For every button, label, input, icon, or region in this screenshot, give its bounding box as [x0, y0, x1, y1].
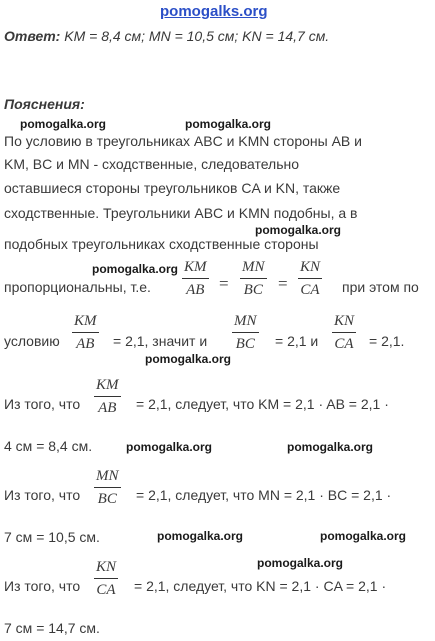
watermark-6: pomogalka.org	[126, 440, 213, 454]
watermark-2: pomogalka.org	[185, 117, 272, 131]
explanation-line-5: подобных треугольниках сходственные стороны	[4, 236, 319, 252]
fraction-km-ab	[94, 376, 121, 417]
cond-mid-1: = 2,1, значит и	[113, 333, 208, 349]
fraction-numerator: KN	[96, 559, 117, 575]
fraction-bar	[298, 278, 322, 279]
fraction-kn-ca	[298, 258, 322, 299]
watermark-8: pomogalka.org	[157, 529, 244, 543]
explanation-line-3: оставшиеся стороны треугольников CA и KN, также	[4, 180, 341, 196]
s1-cont: 4 см = 8,4 см.	[4, 438, 93, 454]
watermark-3: pomogalka.org	[255, 223, 342, 237]
answer-line	[4, 28, 329, 44]
watermark-1: pomogalka.org	[20, 117, 107, 131]
fraction-km-ab	[72, 312, 99, 353]
fraction-denominator: BC	[97, 491, 117, 507]
fraction-bar	[72, 332, 99, 333]
cond-end: = 2,1.	[369, 333, 405, 349]
fraction-mn-bc	[94, 467, 121, 508]
prop-suffix: при этом по	[342, 279, 419, 295]
s2-cont: 7 см = 10,5 см.	[4, 529, 100, 545]
explanation-line-1: По условию в треугольниках ABC и KMN стороны AB и	[4, 133, 362, 149]
fraction-mn-bc	[232, 312, 259, 353]
fraction-denominator: CA	[300, 282, 320, 298]
fraction-bar	[240, 278, 267, 279]
fraction-bar	[232, 332, 259, 333]
s3-suffix: = 2,1, следует, что KN = 2,1 · CA = 2,1 ·	[134, 578, 387, 594]
explanation-line-2: KM, BC и MN - сходственные, следовательно	[4, 156, 300, 172]
fraction-denominator: BC	[243, 282, 263, 298]
fraction-kn-ca	[332, 312, 356, 353]
fraction-numerator: KM	[184, 259, 207, 275]
watermark-10: pomogalka.org	[257, 556, 344, 570]
fraction-denominator: AB	[186, 282, 205, 298]
watermark-7: pomogalka.org	[287, 440, 374, 454]
cond-mid-2: = 2,1 и	[275, 333, 319, 349]
fraction-denominator: AB	[98, 400, 117, 416]
s2-suffix: = 2,1, следует, что MN = 2,1 · BC = 2,1 ·	[136, 487, 392, 503]
prop-prefix: пропорциональны, т.е.	[4, 279, 151, 295]
fraction-bar	[332, 332, 356, 333]
fraction-denominator: AB	[76, 336, 95, 352]
fraction-numerator: MN	[96, 468, 119, 484]
answer-text: KM = 8,4 см; MN = 10,5 см; KN = 14,7 см.	[64, 28, 330, 44]
fraction-kn-ca	[94, 558, 118, 599]
cond-prefix: условию	[4, 333, 60, 349]
fraction-numerator: MN	[242, 259, 265, 275]
watermark-4: pomogalka.org	[92, 262, 179, 276]
s3-prefix: Из того, что	[4, 578, 81, 594]
fraction-bar	[182, 278, 209, 279]
fraction-denominator: BC	[235, 336, 255, 352]
site-watermark-top[interactable]: pomogalks.org	[160, 3, 268, 20]
fraction-bar	[94, 487, 121, 488]
answer-label: Ответ:	[4, 28, 61, 44]
fraction-numerator: KM	[74, 313, 97, 329]
fraction-bar	[94, 578, 118, 579]
s1-suffix: = 2,1, следует, что KM = 2,1 · AB = 2,1 ·	[136, 396, 389, 412]
s2-prefix: Из того, что	[4, 487, 81, 503]
explanation-line-4: сходственные. Треугольники ABC и KMN подобны, а в	[4, 205, 358, 221]
fraction-numerator: KM	[96, 377, 119, 393]
s1-prefix: Из того, что	[4, 396, 81, 412]
fraction-numerator: KN	[334, 313, 355, 329]
fraction-numerator: KN	[300, 259, 321, 275]
fraction-numerator: MN	[234, 313, 257, 329]
equals-sign: =	[219, 274, 229, 293]
equals-sign: =	[278, 274, 288, 293]
fraction-denominator: CA	[334, 336, 354, 352]
watermark-9: pomogalka.org	[320, 529, 407, 543]
fraction-denominator: CA	[96, 582, 116, 598]
explanation-heading: Пояснения:	[4, 96, 85, 112]
s3-cont: 7 см = 14,7 см.	[4, 620, 100, 636]
fraction-km-ab	[182, 258, 209, 299]
fraction-bar	[94, 396, 121, 397]
watermark-5: pomogalka.org	[145, 352, 232, 366]
fraction-mn-bc	[240, 258, 267, 299]
